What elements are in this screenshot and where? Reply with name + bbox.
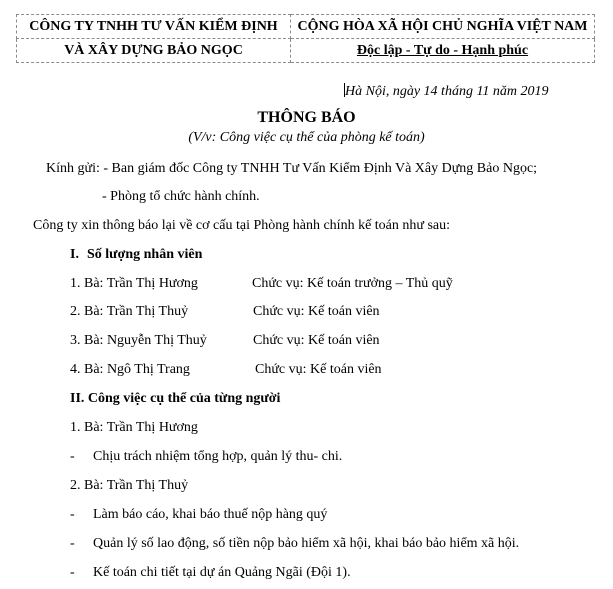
staff-name: 1. Bà: Trần Thị Hương <box>70 276 198 291</box>
staff-role: Chức vụ: Kế toán trưởng – Thủ quỹ <box>252 276 453 291</box>
bullet-dash: - <box>70 507 75 522</box>
person-name: 1. Bà: Trần Thị Hương <box>70 420 198 435</box>
date-line[interactable]: Hà Nội, ngày 14 tháng 11 năm 2019 <box>345 84 549 99</box>
staff-role: Chức vụ: Kế toán viên <box>255 362 382 377</box>
recipient-line-1: Kính gửi: - Ban giám đốc Công ty TNHH Tư Vấn Kiểm Định Và Xây Dựng Bảo Ngọc; <box>46 161 538 176</box>
header-table <box>16 14 595 63</box>
person-name: 2. Bà: Trần Thị Thuỷ <box>70 478 189 493</box>
bullet-dash: - <box>70 536 75 551</box>
section-1-heading-number: I. <box>70 247 79 262</box>
recipient-line-2: - Phòng tổ chức hành chính. <box>102 189 260 204</box>
section-2-heading: II. Công việc cụ thể của từng người <box>70 391 281 406</box>
task-item: Làm báo cáo, khai báo thuế nộp hàng quý <box>93 507 328 522</box>
company-name-line2: VÀ XÂY DỰNG BẢO NGỌC <box>17 39 291 63</box>
staff-role: Chức vụ: Kế toán viên <box>253 333 380 348</box>
national-title: CỘNG HÒA XÃ HỘI CHỦ NGHĨA VIỆT NAM <box>291 15 595 39</box>
task-item: Chịu trách nhiệm tổng hợp, quản lý thu- chi. <box>93 449 343 464</box>
staff-name: 2. Bà: Trần Thị Thuỷ <box>70 304 189 319</box>
staff-name: 3. Bà: Nguyễn Thị Thuỷ <box>70 333 207 348</box>
bullet-dash: - <box>70 449 75 464</box>
staff-role: Chức vụ: Kế toán viên <box>253 304 380 319</box>
date-line-container[interactable] <box>344 83 549 99</box>
national-motto: Độc lập - Tự do - Hạnh phúc <box>356 42 529 58</box>
document-title: THÔNG BÁO <box>257 109 356 126</box>
document-subtitle: (V/v: Công việc cụ thể của phòng kế toán) <box>188 130 425 145</box>
staff-name: 4. Bà: Ngô Thị Trang <box>70 362 190 377</box>
company-name-line1: CÔNG TY TNHH TƯ VẤN KIỂM ĐỊNH <box>17 15 291 39</box>
task-item: Quản lý số lao động, số tiền nộp bảo hiểm xã hội, khai báo bảo hiểm xã hội. <box>93 536 520 551</box>
section-1-heading: Số lượng nhân viên <box>87 247 203 262</box>
task-item: Kế toán chi tiết tại dự án Quảng Ngãi (Đội 1). <box>93 565 351 580</box>
intro-paragraph: Công ty xin thông báo lại về cơ cấu tại Phòng hành chính kế toán như sau: <box>33 218 451 233</box>
national-motto-cell <box>291 39 595 63</box>
bullet-dash: - <box>70 565 75 580</box>
